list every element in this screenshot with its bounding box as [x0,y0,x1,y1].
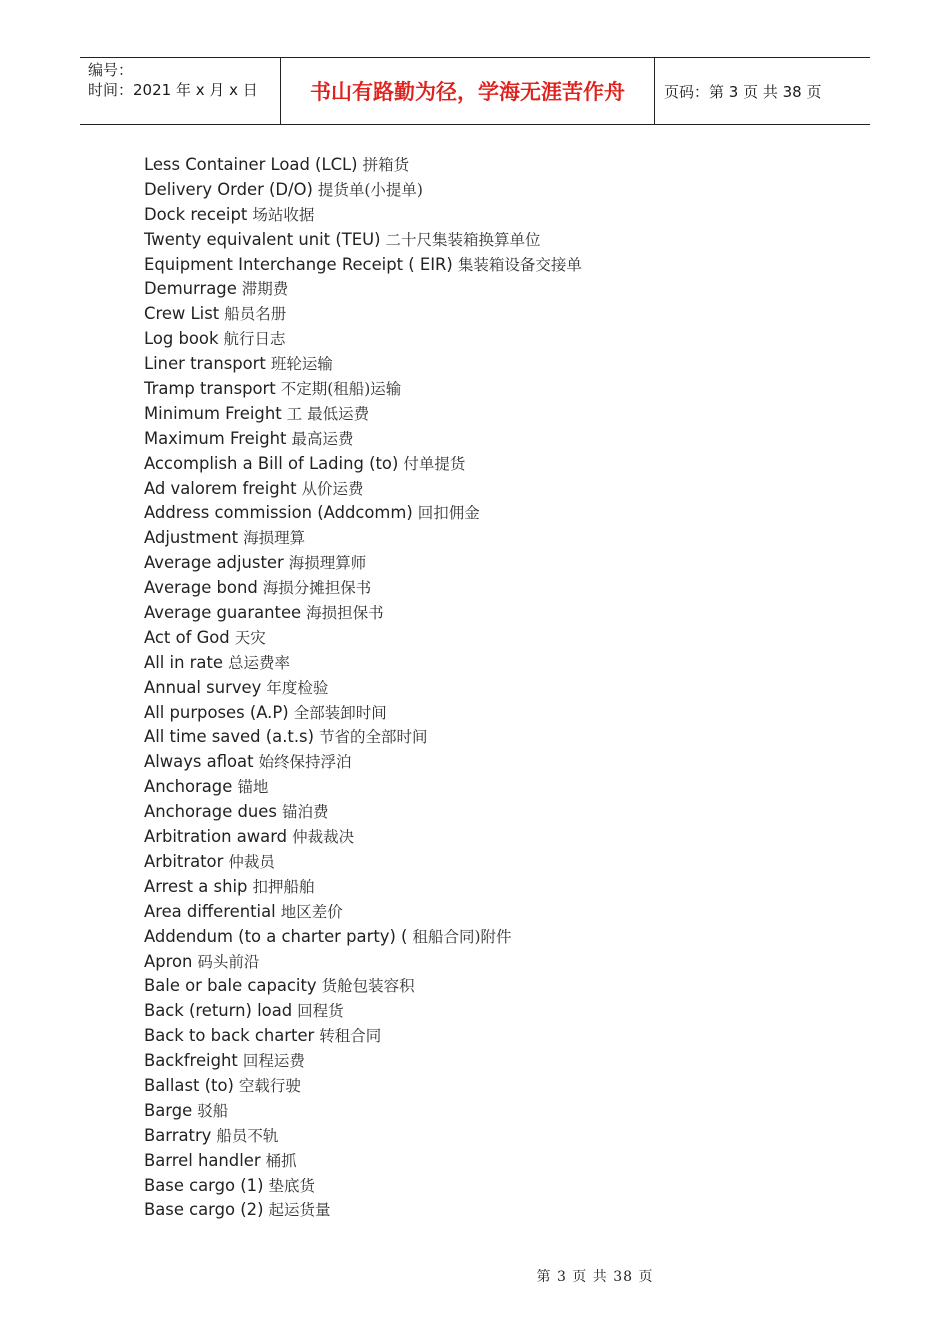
term-english: Average bond [144,578,258,598]
term-english: Base cargo (1) [144,1175,264,1195]
term-english: Base cargo (2) [144,1200,264,1220]
term-chinese: 提货单(小提单) [317,180,423,199]
term-english: Anchorage [144,777,233,797]
term-chinese: 从价运费 [301,479,364,498]
glossary-entry [144,203,844,228]
glossary-entry [144,950,844,975]
term-chinese: 仲裁裁决 [292,828,355,847]
page-footer: 第 3 页 共 38 页 [536,1269,654,1285]
term-english: Act of God [144,627,230,647]
term-english: Arrest a ship [144,876,248,896]
term-english: Maximum Freight [144,428,287,448]
term-chinese: 全部装卸时间 [293,703,387,722]
term-english: All time saved (a.t.s) [144,727,314,747]
serial-label: 编号： [88,61,134,79]
term-chinese: 班轮运输 [270,355,333,374]
term-chinese: 扣押船舶 [252,877,315,896]
glossary-entry [144,526,844,551]
term-chinese: 海损理算 [243,529,306,548]
term-chinese: 海损担保书 [306,604,384,623]
term-chinese: 最高运费 [291,429,354,448]
term-english: Area differential [144,901,276,921]
term-english: Barge [144,1100,193,1120]
term-chinese: 拼箱货 [362,156,410,174]
term-english: Average guarantee [144,603,302,623]
glossary-entry [144,999,844,1024]
term-english: Less Container Load (LCL) [144,155,358,174]
term-chinese: 二十尺集装箱换算单位 [385,230,541,249]
term-english: Dock receipt [144,204,248,224]
term-chinese: 船员名册 [224,305,287,324]
glossary-entry [144,1074,844,1099]
glossary-entry [144,974,844,999]
term-english: Twenty equivalent unit (TEU) [144,229,381,249]
glossary-entry [144,850,844,875]
glossary-entry [144,153,844,178]
glossary-entry [144,750,844,775]
term-english: Backfreight [144,1051,238,1071]
glossary-entry [144,1174,844,1199]
glossary-entry [144,725,844,750]
term-chinese: 始终保持浮泊 [258,753,352,772]
header-left-cell [88,60,278,100]
glossary-entry [144,676,844,701]
term-english: Log book [144,329,219,349]
glossary-entry [144,925,844,950]
term-english: Back to back charter [144,1026,315,1046]
term-english: Average adjuster [144,553,284,573]
date-label: 时间：2021 年 x 月 x 日 [88,81,258,99]
term-chinese: 年度检验 [266,678,329,697]
glossary-entry [144,477,844,502]
term-english: All in rate [144,652,223,672]
term-chinese: 回扣佣金 [417,504,480,523]
glossary-entry [144,228,844,253]
term-chinese: 回程运费 [242,1052,305,1071]
glossary-entry [144,1099,844,1124]
term-chinese: 工 最低运费 [286,404,370,423]
glossary-entry [144,277,844,302]
glossary-entry [144,551,844,576]
header-divider [654,58,655,124]
term-chinese: 回程货 [297,1002,344,1021]
term-english: Demurrage [144,279,237,299]
glossary-entry [144,825,844,850]
term-chinese: 不定期(租船)运输 [280,380,402,399]
term-english: Address commission (Addcomm) [144,503,413,523]
term-english: Arbitrator [144,851,224,871]
term-chinese: 航行日志 [223,330,286,349]
term-chinese: 付单提货 [403,454,466,473]
term-english: Back (return) load [144,1001,293,1021]
glossary-entry [144,701,844,726]
term-english: Annual survey [144,677,262,697]
glossary-entry [144,800,844,825]
glossary-entry [144,402,844,427]
term-chinese: 锚泊费 [281,803,329,822]
term-english: Ballast (to) [144,1075,234,1095]
term-english: Addendum (to a charter party) ( [144,926,408,946]
glossary-entry [144,1049,844,1074]
glossary-entry [144,178,844,203]
header-motto: 书山有路勤为径，学海无涯苦作舟 [310,79,625,104]
term-english: Barratry [144,1125,212,1145]
term-chinese: 转租合同 [319,1027,382,1046]
term-chinese: 仲裁员 [228,852,275,871]
term-chinese: 海损理算师 [288,554,367,573]
term-english: Equipment Interchange Receipt ( EIR) [144,254,453,274]
term-english: Minimum Freight [144,403,282,423]
glossary-entry [144,427,844,452]
term-english: Crew List [144,304,220,324]
glossary-entry [144,775,844,800]
term-chinese: 租船合同)附件 [412,927,512,946]
term-english: Anchorage dues [144,802,277,822]
term-chinese: 节省的全部时间 [318,728,428,747]
term-chinese: 船员不轨 [216,1126,279,1145]
term-english: Bale or bale capacity [144,976,317,996]
glossary-entry [144,302,844,327]
glossary-entry [144,1198,844,1223]
term-chinese: 集装箱设备交接单 [457,255,582,274]
term-chinese: 海损分摊担保书 [262,579,372,598]
term-english: Ad valorem freight [144,478,297,498]
term-english: Adjustment [144,528,239,548]
glossary-entry [144,327,844,352]
term-english: All purposes (A.P) [144,702,289,722]
glossary-entry [144,253,844,278]
term-chinese: 总运费率 [227,653,290,672]
term-english: Tramp transport [144,379,276,399]
term-chinese: 码头前沿 [197,952,260,971]
term-english: Arbitration award [144,827,288,847]
glossary-entry [144,1149,844,1174]
term-chinese: 场站收据 [252,205,315,224]
page-header [80,57,870,125]
term-chinese: 地区差价 [280,902,343,921]
glossary-entry [144,501,844,526]
glossary-entry [144,875,844,900]
glossary-entry [144,452,844,477]
term-english: Barrel handler [144,1150,261,1170]
term-chinese: 锚地 [237,778,269,797]
glossary-entry [144,626,844,651]
term-chinese: 起运货量 [268,1201,331,1220]
term-chinese: 货舱包装容积 [321,977,415,996]
term-chinese: 空载行驶 [238,1076,301,1095]
term-english: Always afloat [144,752,254,772]
term-chinese: 垫底货 [268,1176,316,1195]
glossary-entry [144,651,844,676]
glossary-entry [144,352,844,377]
term-english: Apron [144,951,193,971]
header-page-info: 页码：第 3 页 共 38 页 [664,82,822,101]
term-chinese: 桶抓 [265,1151,297,1170]
term-english: Liner transport [144,354,266,374]
term-chinese: 驳船 [197,1101,229,1120]
term-english: Accomplish a Bill of Lading (to) [144,453,399,473]
term-chinese: 天灾 [234,628,266,647]
glossary-entry [144,601,844,626]
glossary-entry [144,576,844,601]
term-english: Delivery Order (D/O) [144,179,313,199]
glossary-entry [144,900,844,925]
term-chinese: 滞期费 [241,280,289,299]
glossary-list [144,153,844,1223]
glossary-entry [144,1024,844,1049]
glossary-entry [144,377,844,402]
glossary-entry [144,1124,844,1149]
